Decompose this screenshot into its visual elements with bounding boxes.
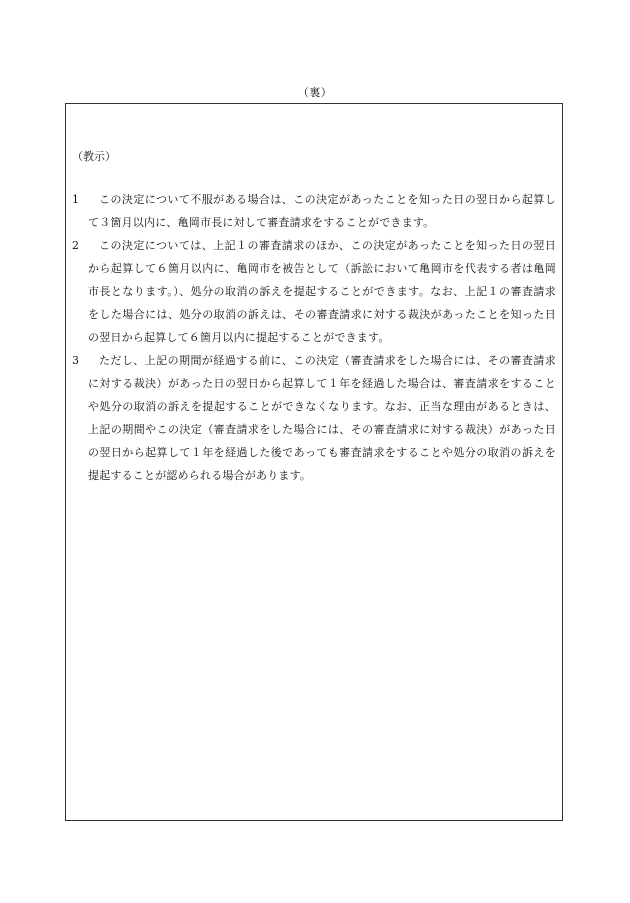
instruction-list (72, 188, 556, 487)
instruction-item-1 (72, 188, 556, 234)
instruction-number: 3 (72, 354, 80, 367)
instruction-text: この決定について不服がある場合は、この決定があったことを知った日の翌日から起算して３箇月以内に、亀岡市長に対して審査請求をすることができます。 (88, 193, 556, 229)
instruction-number: 1 (72, 193, 80, 206)
section-title: （教示） (72, 150, 116, 163)
instruction-text: ただし、上記の期間が経過する前に、この決定（審査請求をした場合には、その審査請求に対する裁決）があった日の翌日から起算して１年を経過した場合は、審査請求をすることや処分の取消の訴えを提起することができなくなります。なお、正当な理由があるときは、上記の期間やこの決定（審査請求をした場合には、その審査請求に対する裁決）があった日の翌日から起算して１年を経過した後であっても審査請求をすることや処分の取消の訴えを提起することが認められる場合があります。 (88, 354, 556, 482)
instruction-item-3 (72, 349, 556, 487)
instruction-number: 2 (72, 239, 80, 252)
instruction-text: この決定については、上記１の審査請求のほか、この決定があったことを知った日の翌日から起算して６箇月以内に、亀岡市を被告として（訴訟において亀岡市を代表する者は亀岡市長となります。）、処分の取消の訴えを提起することができます。なお、上記１の審査請求をした場合には、処分の取消の訴えは、その審査請求に対する裁決があったことを知った日の翌日から起算して６箇月以内に提起することができます。 (88, 239, 556, 344)
instruction-item-2 (72, 234, 556, 349)
page-header: （裏） (297, 86, 333, 99)
